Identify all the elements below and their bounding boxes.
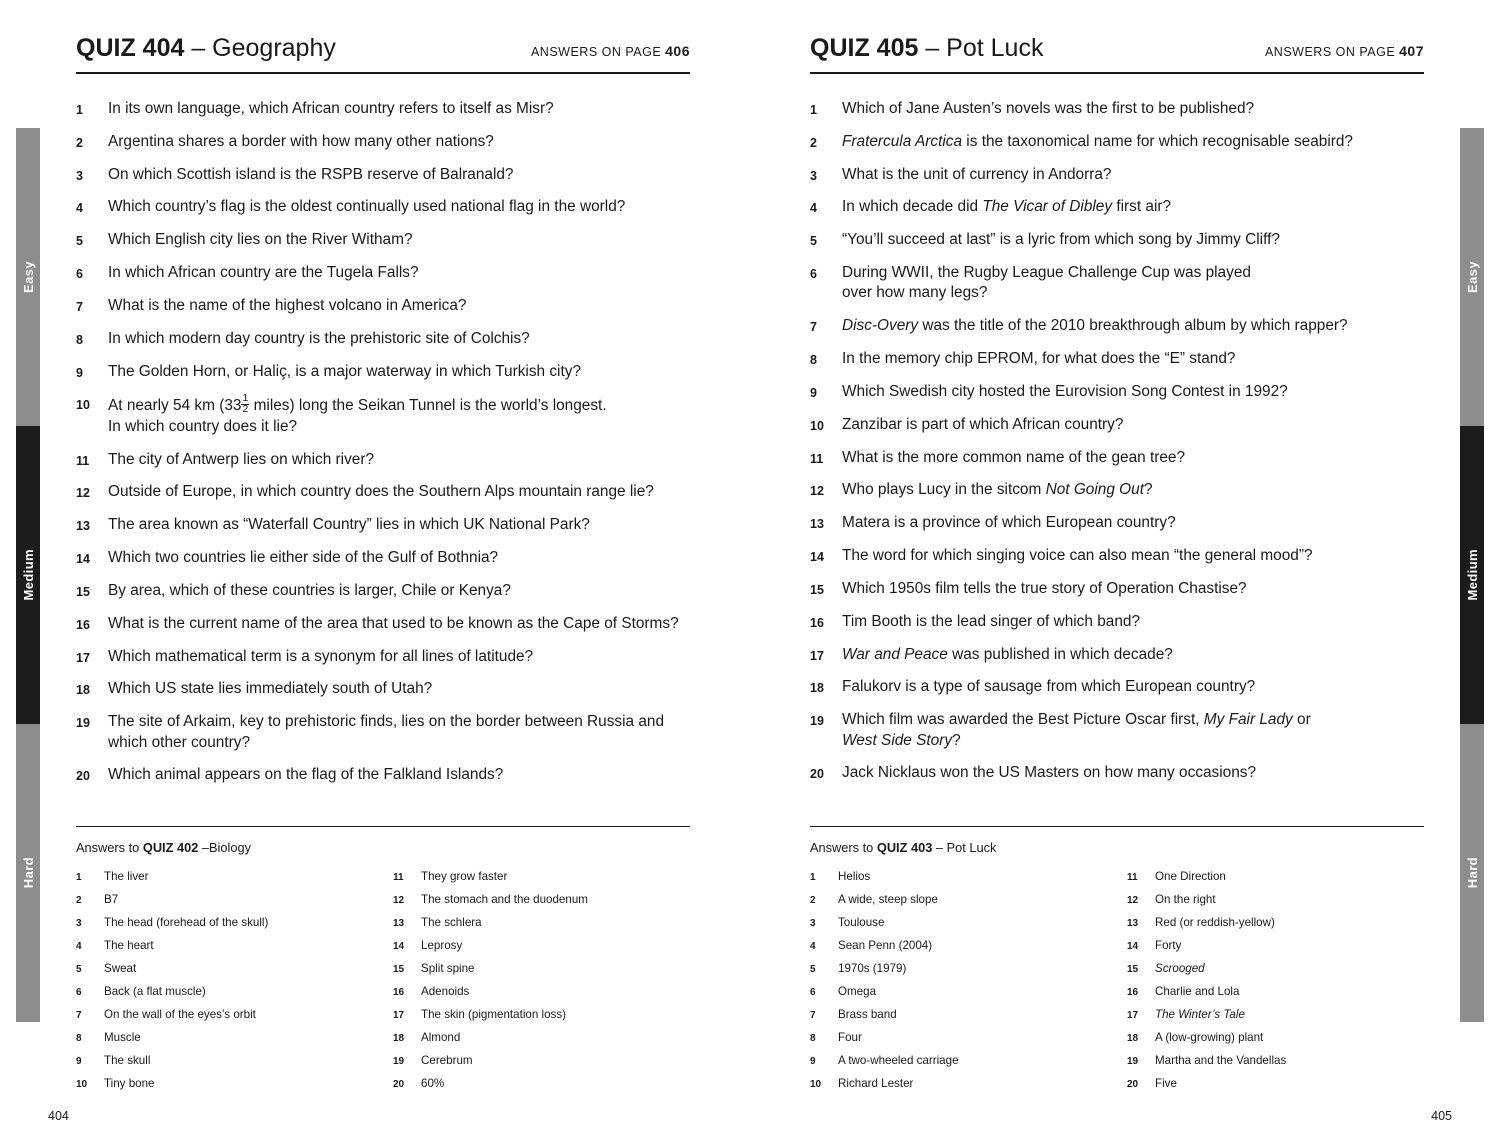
- question-item: [810, 448, 1424, 468]
- question-number: 5: [810, 234, 817, 249]
- question-item: [810, 546, 1424, 566]
- right-answers-heading-suffix: – Pot Luck: [932, 840, 997, 855]
- question-number: 13: [810, 517, 824, 532]
- answer-number: 18: [393, 1033, 405, 1045]
- difficulty-tab-label: Hard: [1464, 857, 1480, 889]
- answer-number: 10: [76, 1079, 88, 1091]
- question-number: 1: [76, 103, 83, 117]
- right-quiz-topic: – Pot Luck: [918, 34, 1044, 62]
- question-item: [76, 647, 690, 667]
- question-item: [76, 712, 690, 753]
- answer-number: 9: [76, 1056, 82, 1068]
- question-number: 3: [810, 168, 817, 183]
- question-number: 6: [810, 267, 817, 282]
- answer-text: Scrooged: [1155, 962, 1205, 976]
- right-quiz-number: QUIZ 405: [810, 34, 919, 62]
- question-number: 10: [76, 398, 90, 413]
- question-text: Fratercula Arctica is the taxonomical name for which recognisable seabird?: [842, 132, 1353, 150]
- difficulty-tab-label: Easy: [20, 261, 36, 293]
- question-item: [810, 710, 1424, 751]
- difficulty-tab-label: Easy: [1464, 261, 1480, 293]
- answer-item: [1127, 984, 1424, 1000]
- question-text: The word for which singing voice can also mean “the general mood”?: [842, 547, 1313, 565]
- answer-text: Muscle: [104, 1031, 141, 1045]
- question-number: 15: [810, 582, 824, 597]
- question-item: [76, 263, 690, 283]
- answer-number: 12: [1127, 895, 1139, 907]
- question-number: 18: [810, 681, 824, 696]
- answer-text: Five: [1155, 1077, 1177, 1091]
- answer-item: [810, 961, 1107, 977]
- question-item: [76, 230, 690, 250]
- question-number: 12: [76, 486, 90, 501]
- question-number: 11: [76, 453, 90, 468]
- answer-item: [393, 961, 690, 977]
- answer-number: 14: [393, 941, 405, 953]
- question-item: [810, 677, 1424, 697]
- right-answers-on-page: [1265, 43, 1424, 61]
- answer-number: 17: [1127, 1010, 1139, 1022]
- question-item: [810, 132, 1424, 152]
- answer-item: [76, 1053, 373, 1069]
- question-item: [76, 394, 690, 437]
- answer-number: 7: [810, 1010, 816, 1022]
- answer-text: The stomach and the duodenum: [421, 893, 588, 907]
- right-answers-heading: [810, 840, 1424, 855]
- answer-text: The skull: [104, 1054, 151, 1068]
- answer-item: [810, 1030, 1107, 1046]
- question-item: [810, 230, 1424, 250]
- answer-item: [393, 1076, 690, 1092]
- question-item: [76, 329, 690, 349]
- left-quiz-header: [76, 34, 690, 74]
- question-text: Which 1950s film tells the true story of Operation Chastise?: [842, 579, 1247, 597]
- answer-number: 16: [393, 987, 405, 999]
- answer-item: [810, 1007, 1107, 1023]
- answer-text: Sweat: [104, 962, 137, 976]
- answer-number: 6: [810, 987, 816, 999]
- question-number: 8: [76, 332, 83, 347]
- answer-number: 19: [1127, 1056, 1139, 1068]
- left-answers-block: [76, 826, 690, 1099]
- left-answers-column-1: [76, 869, 373, 1099]
- answer-text: Split spine: [421, 962, 475, 976]
- left-answers-columns: [76, 869, 690, 1099]
- right-answers-on-label: ANSWERS ON PAGE: [1264, 45, 1400, 59]
- question-text: Which film was awarded the Best Picture Oscar first, My Fair Lady or West Side Story?: [842, 711, 1311, 749]
- answer-number: 18: [1127, 1033, 1139, 1045]
- question-item: [810, 263, 1424, 304]
- answer-item: [393, 869, 690, 885]
- answer-item: [1127, 1030, 1424, 1046]
- question-text: During WWII, the Rugby League Challenge Cup was played over how many legs?: [842, 264, 1251, 302]
- answer-number: 1: [810, 872, 816, 883]
- question-number: 18: [76, 683, 90, 698]
- question-item: [810, 415, 1424, 435]
- answer-number: 9: [810, 1056, 816, 1068]
- answer-item: [76, 869, 373, 885]
- answer-item: [1127, 938, 1424, 954]
- answer-text: Omega: [838, 985, 877, 999]
- answer-number: 8: [810, 1033, 816, 1045]
- answer-number: 11: [1127, 872, 1138, 883]
- question-number: 4: [810, 201, 817, 216]
- answer-item: [76, 1007, 373, 1023]
- answer-number: 2: [810, 895, 816, 907]
- answer-number: 8: [76, 1033, 82, 1045]
- question-text: In its own language, which African country refers to itself as Misr?: [108, 100, 554, 117]
- answer-item: [393, 1007, 690, 1023]
- question-item: [810, 612, 1424, 632]
- right-page-title: [810, 34, 1043, 63]
- left-answers-heading-quiz: QUIZ 402: [142, 840, 199, 855]
- answer-number: 20: [393, 1079, 405, 1091]
- answer-item: [393, 915, 690, 931]
- answer-text: The schlera: [421, 916, 482, 930]
- question-text: At nearly 54 km (33 $\frac{1}{2}$ miles) long the Seikan Tunnel is the world’s longest. In which country does it lie?: [108, 392, 607, 435]
- answer-text: The liver: [104, 870, 149, 883]
- answer-number: 3: [76, 918, 82, 930]
- answer-item: [76, 938, 373, 954]
- question-item: [76, 515, 690, 535]
- question-text: In which African country are the Tugela Falls?: [108, 264, 419, 282]
- answer-item: [393, 892, 690, 908]
- question-text: In which decade did The Vicar of Dibley first air?: [842, 198, 1172, 216]
- left-answers-on-label: ANSWERS ON PAGE: [530, 45, 666, 59]
- answer-number: 10: [810, 1079, 822, 1091]
- right-page: [750, 0, 1500, 1147]
- question-text: Outside of Europe, in which country does the Southern Alps mountain range lie?: [108, 483, 654, 501]
- answer-number: 19: [393, 1056, 405, 1068]
- left-answers-divider: [76, 826, 690, 827]
- question-number: 7: [76, 299, 83, 314]
- right-answers-divider: [810, 826, 1424, 827]
- question-item: [76, 581, 690, 601]
- question-number: 11: [810, 451, 824, 466]
- answer-text: The head (forehead of the skull): [104, 916, 269, 930]
- answer-number: 5: [76, 964, 82, 976]
- answer-number: 5: [810, 964, 816, 976]
- question-number: 4: [76, 201, 83, 216]
- question-text: Argentina shares a border with how many other nations?: [108, 132, 494, 150]
- question-text: Which English city lies on the River Witham?: [108, 231, 413, 249]
- difficulty-tab-label: Medium: [20, 549, 36, 601]
- answer-item: [76, 915, 373, 931]
- question-item: [76, 614, 690, 634]
- answer-text: Forty: [1155, 939, 1182, 953]
- question-number: 9: [76, 365, 83, 380]
- question-number: 8: [810, 353, 817, 368]
- answer-text: The Winter’s Tale: [1155, 1008, 1245, 1022]
- answer-item: [1127, 1076, 1424, 1092]
- question-text: Which mathematical term is a synonym for all lines of latitude?: [108, 647, 534, 665]
- question-number: 16: [810, 615, 824, 630]
- answer-text: A wide, steep slope: [838, 893, 938, 907]
- answer-number: 15: [393, 964, 405, 976]
- question-text: Tim Booth is the lead singer of which band?: [842, 612, 1141, 630]
- difficulty-tab-label: Hard: [20, 857, 36, 889]
- answer-text: The heart: [104, 939, 154, 953]
- answer-text: Red (or reddish-yellow): [1155, 916, 1275, 930]
- question-number: 14: [76, 552, 90, 567]
- answer-text: Brass band: [838, 1008, 897, 1022]
- answer-item: [1127, 1007, 1424, 1023]
- answer-number: 6: [76, 987, 82, 999]
- right-answers-block: [810, 826, 1424, 1099]
- answer-text: The skin (pigmentation loss): [421, 1008, 566, 1022]
- question-text: What is the more common name of the gean tree?: [842, 448, 1186, 466]
- answer-item: [1127, 892, 1424, 908]
- answer-text: Back (a flat muscle): [104, 985, 206, 999]
- answer-text: Cerebrum: [421, 1054, 473, 1068]
- right-answers-column-1: [810, 869, 1107, 1099]
- left-answers-heading-suffix: –Biology: [198, 840, 251, 855]
- question-number: 17: [76, 650, 90, 665]
- answer-text: Charlie and Lola: [1155, 985, 1240, 999]
- question-number: 15: [76, 584, 90, 599]
- question-text: In which modern day country is the prehistoric site of Colchis?: [108, 329, 530, 347]
- question-number: 7: [810, 320, 817, 335]
- answer-item: [76, 892, 373, 908]
- question-text: What is the name of the highest volcano in America?: [108, 296, 467, 314]
- answer-number: 16: [1127, 987, 1139, 999]
- left-quiz-topic: – Geography: [184, 34, 336, 62]
- question-item: [810, 763, 1424, 783]
- answer-text: Almond: [421, 1031, 461, 1045]
- answer-number: 11: [393, 872, 404, 883]
- question-text: In the memory chip EPROM, for what does the “E” stand?: [842, 350, 1236, 368]
- question-item: [810, 382, 1424, 402]
- question-text: Disc-Overy was the title of the 2010 breakthrough album by which rapper?: [842, 317, 1348, 335]
- answer-text: B7: [104, 893, 119, 907]
- answer-item: [810, 1076, 1107, 1092]
- right-quiz-header: [810, 34, 1424, 74]
- question-item: [810, 513, 1424, 533]
- question-number: 12: [810, 484, 824, 499]
- answer-item: [810, 892, 1107, 908]
- question-number: 9: [810, 385, 817, 400]
- question-item: [810, 349, 1424, 369]
- question-item: [810, 197, 1424, 217]
- answer-text: Richard Lester: [838, 1077, 914, 1091]
- answer-number: 13: [393, 918, 405, 930]
- answer-text: Leprosy: [421, 939, 463, 953]
- question-number: 20: [76, 769, 90, 784]
- answer-item: [393, 984, 690, 1000]
- answer-text: Sean Penn (2004): [838, 939, 933, 953]
- question-item: [810, 579, 1424, 599]
- question-text: Which US state lies immediately south of Utah?: [108, 680, 433, 698]
- question-number: 19: [76, 716, 90, 731]
- left-answers-on-page: [531, 43, 690, 61]
- right-answers-heading-quiz: QUIZ 403: [876, 840, 933, 855]
- question-number: 14: [810, 550, 824, 565]
- question-text: Jack Nicklaus won the US Masters on how many occasions?: [842, 764, 1257, 782]
- answer-item: [810, 915, 1107, 931]
- answer-text: 60%: [421, 1077, 445, 1091]
- question-number: 13: [76, 519, 90, 534]
- answer-number: 13: [1127, 918, 1139, 930]
- right-question-list: [810, 99, 1424, 784]
- answer-item: [393, 938, 690, 954]
- left-answers-page-number: 406: [665, 43, 690, 59]
- answer-number: 20: [1127, 1079, 1139, 1091]
- question-text: Which animal appears on the flag of the Falkland Islands?: [108, 766, 504, 784]
- question-text: Who plays Lucy in the sitcom Not Going Out?: [842, 481, 1153, 499]
- question-number: 1: [810, 103, 817, 117]
- answer-item: [76, 1076, 373, 1092]
- question-text: Zanzibar is part of which African country?: [842, 415, 1124, 433]
- left-answers-column-2: [393, 869, 690, 1099]
- left-question-list: [76, 99, 690, 786]
- left-quiz-number: QUIZ 404: [76, 34, 185, 62]
- answer-item: [76, 984, 373, 1000]
- question-text: What is the current name of the area that used to be known as the Cape of Storms?: [108, 614, 679, 632]
- question-text: Which Swedish city hosted the Eurovision Song Contest in 1992?: [842, 382, 1288, 400]
- question-text: “You’ll succeed at last” is a lyric from which song by Jimmy Cliff?: [842, 231, 1280, 249]
- question-number: 2: [76, 135, 83, 150]
- question-number: 20: [810, 767, 824, 782]
- question-text: War and Peace was published in which decade?: [842, 645, 1173, 663]
- left-folio: 404: [48, 1109, 69, 1123]
- answer-item: [393, 1053, 690, 1069]
- question-number: 6: [76, 267, 83, 282]
- left-page-title: [76, 34, 336, 63]
- question-item: [76, 99, 690, 119]
- answer-text: Adenoids: [421, 985, 470, 999]
- answer-number: 3: [810, 918, 816, 930]
- difficulty-tab-label: Medium: [1464, 549, 1480, 601]
- answer-text: On the right: [1155, 893, 1216, 907]
- answer-text: Tiny bone: [104, 1077, 155, 1091]
- question-item: [810, 316, 1424, 336]
- answer-item: [76, 961, 373, 977]
- right-answers-columns: [810, 869, 1424, 1099]
- question-item: [76, 296, 690, 316]
- answer-item: [1127, 869, 1424, 885]
- answer-item: [810, 1053, 1107, 1069]
- answer-text: Four: [838, 1031, 862, 1045]
- question-item: [76, 197, 690, 217]
- answer-text: Toulouse: [838, 916, 885, 930]
- question-item: [810, 480, 1424, 500]
- question-item: [76, 548, 690, 568]
- question-item: [76, 132, 690, 152]
- question-item: [76, 482, 690, 502]
- answer-text: A two-wheeled carriage: [838, 1054, 959, 1068]
- question-item: [76, 165, 690, 185]
- question-item: [76, 679, 690, 699]
- answer-text: Martha and the Vandellas: [1155, 1054, 1287, 1068]
- right-answers-heading-prefix: Answers to: [810, 840, 877, 855]
- answer-item: [393, 1030, 690, 1046]
- question-item: [76, 450, 690, 470]
- answer-number: 4: [76, 941, 82, 953]
- right-answers-column-2: [1127, 869, 1424, 1099]
- answer-item: [810, 869, 1107, 885]
- question-item: [810, 645, 1424, 665]
- answer-item: [1127, 961, 1424, 977]
- question-text: By area, which of these countries is larger, Chile or Kenya?: [108, 581, 511, 599]
- question-text: The Golden Horn, or Haliç, is a major waterway in which Turkish city?: [108, 362, 582, 380]
- answer-number: 17: [393, 1010, 405, 1022]
- answer-number: 14: [1127, 941, 1139, 953]
- question-text: The area known as “Waterfall Country” lies in which UK National Park?: [108, 516, 590, 534]
- question-number: 2: [810, 135, 817, 150]
- question-text: Matera is a province of which European country?: [842, 514, 1176, 532]
- answer-text: One Direction: [1155, 870, 1226, 883]
- question-text: The site of Arkaim, key to prehistoric finds, lies on the border between Russia and which other country?: [108, 713, 665, 751]
- answer-text: They grow faster: [421, 870, 508, 883]
- question-text: Falukorv is a type of sausage from which European country?: [842, 678, 1256, 696]
- left-answers-heading-prefix: Answers to: [76, 840, 143, 855]
- question-text: Which two countries lie either side of the Gulf of Bothnia?: [108, 549, 499, 567]
- question-number: 3: [76, 168, 83, 183]
- question-item: [810, 99, 1424, 119]
- answer-text: A (low-growing) plant: [1155, 1031, 1264, 1045]
- question-item: [76, 765, 690, 785]
- right-folio: 405: [1431, 1109, 1452, 1123]
- answer-number: 4: [810, 941, 816, 953]
- answer-item: [810, 984, 1107, 1000]
- left-answers-heading: [76, 840, 690, 855]
- question-item: [810, 165, 1424, 185]
- answer-text: On the wall of the eyes’s orbit: [104, 1008, 256, 1022]
- question-text: What is the unit of currency in Andorra?: [842, 165, 1112, 183]
- answer-item: [1127, 915, 1424, 931]
- answer-number: 15: [1127, 964, 1139, 976]
- question-item: [76, 362, 690, 382]
- question-number: 10: [810, 418, 824, 433]
- answer-item: [1127, 1053, 1424, 1069]
- question-number: 19: [810, 714, 824, 729]
- answer-item: [76, 1030, 373, 1046]
- answer-item: [810, 938, 1107, 954]
- right-answers-page-number: 407: [1399, 43, 1424, 59]
- question-text: The city of Antwerp lies on which river?: [108, 450, 375, 468]
- answer-number: 1: [76, 872, 82, 883]
- question-text: Which country’s flag is the oldest continually used national flag in the world?: [108, 198, 626, 216]
- question-text: Which of Jane Austen’s novels was the first to be published?: [842, 100, 1255, 117]
- answer-text: 1970s (1979): [838, 962, 907, 976]
- answer-number: 2: [76, 895, 82, 907]
- question-number: 16: [76, 617, 90, 632]
- answer-text: Helios: [838, 870, 871, 883]
- answer-number: 7: [76, 1010, 82, 1022]
- question-text: On which Scottish island is the RSPB reserve of Balranald?: [108, 165, 514, 183]
- question-number: 17: [810, 648, 824, 663]
- answer-number: 12: [393, 895, 405, 907]
- question-number: 5: [76, 234, 83, 249]
